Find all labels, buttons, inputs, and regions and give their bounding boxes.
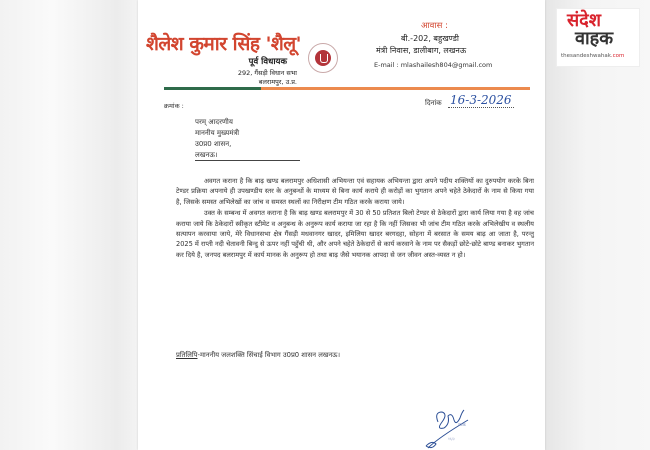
recipient-line: परम् आदरणीय bbox=[195, 118, 233, 126]
recipient-line: माननीय मुख्यमंत्री bbox=[195, 129, 240, 137]
recipient-line: लखनऊ। bbox=[195, 151, 218, 159]
residence-line-2: मंत्री निवास, डालीबाग, लखनऊ bbox=[376, 46, 467, 55]
news-logo bbox=[556, 8, 640, 67]
svg-text:१६/३: १६/३ bbox=[448, 437, 455, 441]
body-paragraph: उक्त के सम्बन्ध में अवगत कराना है कि बाढ़ खण्ड बलरामपुर में 30 से 50 प्रतिशत बिलो टेण्डर से ठेकेदारों द्वारा कार्य लिया गया है वह जांच कराया जाये कि ठेकेदारों स्वीकृत स्टीमेट व अनुबन्ध के अनुरूप कार्य कराया जा रहा है कि नहीं जिसका भी जांच टीम गठित करके अभिलेखीय व स्थलीय सत्यापन करवाया जाये, मेरे विधानसभा क्षेत्र गैंसड़ी मधवानगर खादर, इमिलिया खादर बरगदहा, सोहना में बरसात के समय बाढ़ आ जाता है, परन्तु 2025 में राप्ती नदी चेतावनी बिन्दु से ऊपर नहीं पहुँची थी, और अपने चहेते ठेकेदारों से कार्य करवाने के नाम पर सैकड़ों छोटे-छोटे बाण्ड बनाकर भुगतान कर दिये है, जनपद बलरामपुर में कार्य मानक के अनुरूप हो तथा बाढ़ जैसे भयानक आपदा से जन जीवन अस्त-व्यस्त न हो। bbox=[176, 209, 534, 259]
letterhead-designation: पूर्व विधायक bbox=[248, 57, 287, 67]
reference-label: क्रमांक : bbox=[164, 102, 184, 110]
logo-line-2: वाहक bbox=[575, 28, 614, 49]
svg-text:ऱ्याक: ऱ्याक bbox=[458, 422, 466, 427]
email-text: E-mail : mlashailesh804@gmail.com bbox=[374, 61, 493, 69]
copy-label: प्रतिलिपि bbox=[176, 351, 198, 359]
party-emblem-icon bbox=[308, 43, 338, 73]
copy-text: -माननीय जलशक्ति सिंचाई विभाग उ0प्र0 शासन लखनऊ। bbox=[197, 351, 341, 359]
header-bar-orange bbox=[261, 87, 530, 90]
letterhead-district: बलरामपुर, उ.प्र. bbox=[258, 78, 297, 86]
letter-body bbox=[176, 176, 534, 261]
body-paragraph: अवगत कराना है कि बाढ़ खण्ड बलरामपुर अधिशासी अभियन्ता एवं सहायक अभियन्ता द्वारा अपने पदीय शक्तियों का दुरुपयोग करके बिना टेण्डर प्रक्रिया अपनाये ही उपखण्डीय स्तर के अनुबन्धों के माध्यम से बिना कार्य कराये ही करोड़ों का भुगतान अपने चहेते ठेकेदारों के नाम से किया गया है, जिसके समस्त अभिलेखों का जांच व समस्त स्थलों का निरीक्षण टीम गठित करके कराया जाये। bbox=[176, 177, 534, 206]
date-label: दिनांक bbox=[425, 99, 442, 107]
header-bar-green bbox=[164, 87, 261, 90]
copy-to-line bbox=[176, 350, 340, 359]
letterhead-constituency: 292, गैंसड़ी विधान सभा bbox=[237, 69, 297, 77]
handwritten-date: 16-3-2026 bbox=[450, 93, 512, 107]
signature-icon bbox=[418, 400, 478, 450]
recipient-line: उ0प्र0 शासन, bbox=[195, 140, 232, 148]
logo-line-1: संदेश bbox=[567, 10, 601, 31]
emblem-core bbox=[315, 50, 331, 66]
logo-url bbox=[561, 53, 624, 59]
recipient-block bbox=[195, 117, 239, 161]
background-right bbox=[545, 0, 650, 450]
letter-page bbox=[138, 0, 545, 450]
divider-line bbox=[195, 160, 300, 161]
logo-url-tld: .com bbox=[610, 53, 625, 59]
residence-line-1: बी.-202, बहुखण्डी bbox=[401, 34, 459, 43]
letterhead-name: शैलेश कुमार सिंह 'शैलू' bbox=[146, 33, 302, 55]
residence-label: आवास : bbox=[421, 21, 448, 31]
logo-url-main: thesandeshwahak bbox=[561, 53, 611, 59]
